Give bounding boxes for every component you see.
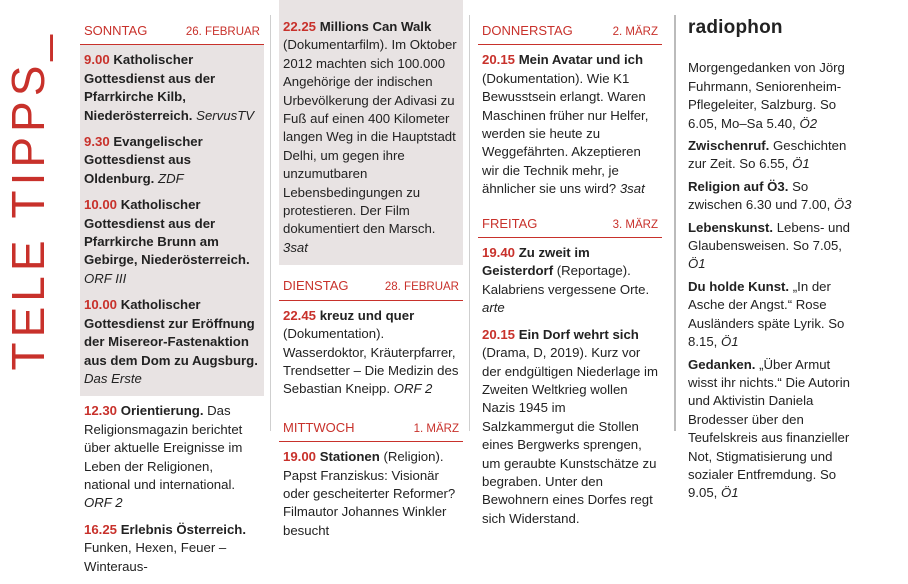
radio-text: Lebens- und Glaubensweisen. So 7.05, [688, 219, 851, 254]
listing-entry [478, 51, 662, 198]
radio-entry [684, 278, 856, 352]
radio-entry [684, 219, 856, 274]
listing-entry [279, 448, 463, 540]
listing-entry [279, 307, 463, 399]
listing-title: Stationen [319, 449, 380, 465]
listing-title: Ein Dorf wehrt sich [518, 326, 639, 342]
column-divider [270, 15, 271, 431]
day-date: 2. MÄRZ [612, 26, 658, 38]
radio-text: „In der Asche der Angst.“ Rose Ausländers späte Lyrik. So 8.15, [688, 278, 845, 350]
radio-entry [684, 356, 856, 503]
day-header-freitag [478, 215, 662, 238]
radio-title: Du holde Kunst. [688, 278, 790, 294]
column-divider [469, 15, 470, 431]
listing-description: Funken, Hexen, Feuer – Winteraus- [84, 540, 227, 574]
listing-time: 9.00 [84, 52, 110, 68]
listing-description: Das Religionsmagazin berichtet über aktuelle Ereignisse im Leben der Religionen, national und international. [84, 403, 243, 492]
day-date: 28. FEBRUAR [384, 281, 459, 294]
listing-entry [478, 244, 662, 318]
listing-title: Katholischer Gottesdienst zur Eröffnung der Misereor-Fastenaktion aus dem Dom zu Augsburg. [84, 297, 258, 368]
listing-time: 12.30 [84, 403, 118, 419]
listing-time: 22.45 [283, 307, 317, 323]
radio-entry [684, 59, 856, 133]
listing-entry [80, 196, 264, 296]
radio-title: Zwischenruf. [688, 138, 770, 154]
day-date: 3. MÄRZ [612, 218, 658, 231]
radio-channel: Ö3 [833, 197, 852, 213]
radio-channel: Ö1 [721, 485, 739, 501]
listing-channel: ORF 2 [84, 495, 123, 511]
listing-channel: ORF III [84, 270, 127, 286]
listing-entry [80, 133, 264, 196]
listing-channel: ORF 2 [393, 381, 433, 397]
day-date: 26. FEBRUAR [185, 26, 260, 38]
listing-channel: Das Erste [84, 370, 142, 386]
day-header-mittwoch [279, 419, 463, 442]
day-name: DONNERSTAG [482, 23, 573, 38]
listing-entry [279, 18, 463, 265]
day-header-donnerstag [478, 22, 662, 45]
radio-text: Morgengedanken von Jörg Fuhrmann, Seniorenheim-Pflegeleiter, Salzburg. So 6.05, Mo–Sa 5.40, [688, 60, 845, 131]
day-date: 1. MÄRZ [413, 422, 459, 435]
listing-title: Katholischer Gottesdienst aus der Pfarrkirche Kilb, Niederösterreich. [84, 52, 216, 123]
listing-entry [80, 51, 264, 133]
column-3 [478, 0, 662, 536]
listing-time: 19.40 [482, 245, 516, 261]
listing-channel: arte [482, 300, 505, 316]
listing-time: 10.00 [84, 197, 118, 213]
radio-channel: Ö1 [721, 334, 739, 350]
listing-description: (Drama, D, 2019). Kurz vor der endgültigen Niederlage im Zweiten Weltkrieg wollen Nazis 1945 im Salzkammergut die Stollen eines Bergwerks sprengen, um geraubte Kunstschätze zu begraben. Unter den Bewohnern eines Dorfes regt sich Widerstand. [482, 345, 658, 526]
listing-title: Katholischer Gottesdienst aus der Pfarrkirche Brunn am Gebirge, Niederösterreich. [84, 197, 250, 268]
radio-channel: Ö1 [688, 256, 706, 272]
day-name: DIENSTAG [283, 278, 349, 294]
listing-title: Zu zweit im Geisterdorf [482, 245, 590, 279]
listing-entry [80, 402, 264, 512]
listing-title: Mein Avatar und ich [518, 52, 644, 68]
day-name: FREITAG [482, 215, 538, 231]
radio-entry [684, 137, 856, 174]
radio-text: „Über Armut wisst ihr nichts.“ Die Autorin und Aktivistin Daniela Brodesser über den Teufelskreis aus finanzieller Not, Stigmatisierung und sozialer Entfremdung. So 9.05, [688, 356, 850, 501]
listing-title: Evangelischer Gottesdienst aus Oldenburg. [84, 134, 203, 186]
listing-title: Orientierung. [120, 403, 204, 419]
day-name: MITTWOCH [283, 419, 355, 435]
column-2 [279, 0, 463, 548]
listing-title: Erlebnis Österreich. [120, 521, 247, 537]
listing-description: (Dokumentarfilm). Im Oktober 2012 machten sich 100.000 Angehörige der indischen Urbevölkerung der Adivasi zu Fuß auf einen 400 Kilometer langen Weg in die Hauptstadt Delhi, um gegen ihre unzumutbaren Lebensbedingungen zu protestieren. Der Film dokumentiert den Marsch. [283, 37, 457, 237]
radio-title: Lebenskunst. [688, 219, 774, 235]
listing-time: 20.15 [482, 52, 516, 68]
listing-entry [478, 326, 662, 528]
listing-time: 20.15 [482, 326, 516, 342]
radio-text: So zwischen 6.30 und 7.00, [688, 178, 831, 213]
listing-time: 16.25 [84, 521, 118, 537]
listing-channel: 3sat [283, 239, 308, 255]
radio-entry [684, 178, 856, 215]
listing-time: 19.00 [283, 449, 317, 465]
listing-time: 10.00 [84, 297, 118, 313]
radio-title: Religion auf Ö3. [688, 178, 789, 194]
column-sonntag [80, 0, 264, 584]
radiophon-heading: radiophon [688, 17, 783, 38]
listing-time: 22.25 [283, 19, 317, 34]
day-header-dienstag [279, 277, 463, 300]
listing-description: (Dokumentation). Wie K1 Bewusstsein erlangt. Waren Maschinen früher nur Helfer, werden sie heute zu Weggefährten. Akzeptieren wir die Technik mehr, je ähnlicher sie uns wird? [482, 70, 649, 197]
listing-entry [80, 296, 264, 396]
highlight-block [80, 45, 264, 396]
day-name: SONNTAG [84, 23, 148, 38]
listing-description: (Religion). Papst Franziskus: Visionär oder gescheiterter Reformer? Filmautor Johannes Winkler besucht [283, 449, 456, 538]
radio-channel: Ö1 [792, 156, 810, 172]
listing-description: (Reportage). Kalabriens vergessene Orte. [482, 263, 650, 297]
listing-channel: 3sat [619, 181, 645, 197]
listing-entry [80, 521, 264, 576]
radio-channel: Ö2 [799, 115, 818, 131]
page-title: TELE TIPPS_ [2, 30, 54, 371]
listing-channel: ServusTV [196, 107, 255, 123]
listing-time: 9.30 [84, 134, 110, 150]
radio-text: Geschichten zur Zeit. So 6.55, [688, 138, 847, 172]
radio-title: Gedanken. [688, 356, 756, 372]
listing-title: kreuz und quer [319, 307, 415, 323]
listing-description: (Dokumentation). Wasserdoktor, Kräuterpfarrer, Trendsetter – Die Medizin des Sebastian Kneipp. [283, 326, 459, 397]
listing-channel: ZDF [158, 170, 184, 186]
column-divider [674, 15, 676, 431]
day-header-sonntag [80, 22, 264, 45]
page-title-vertical [2, 0, 54, 431]
listing-title: Millions Can Walk [319, 19, 432, 34]
highlight-block [279, 0, 463, 265]
